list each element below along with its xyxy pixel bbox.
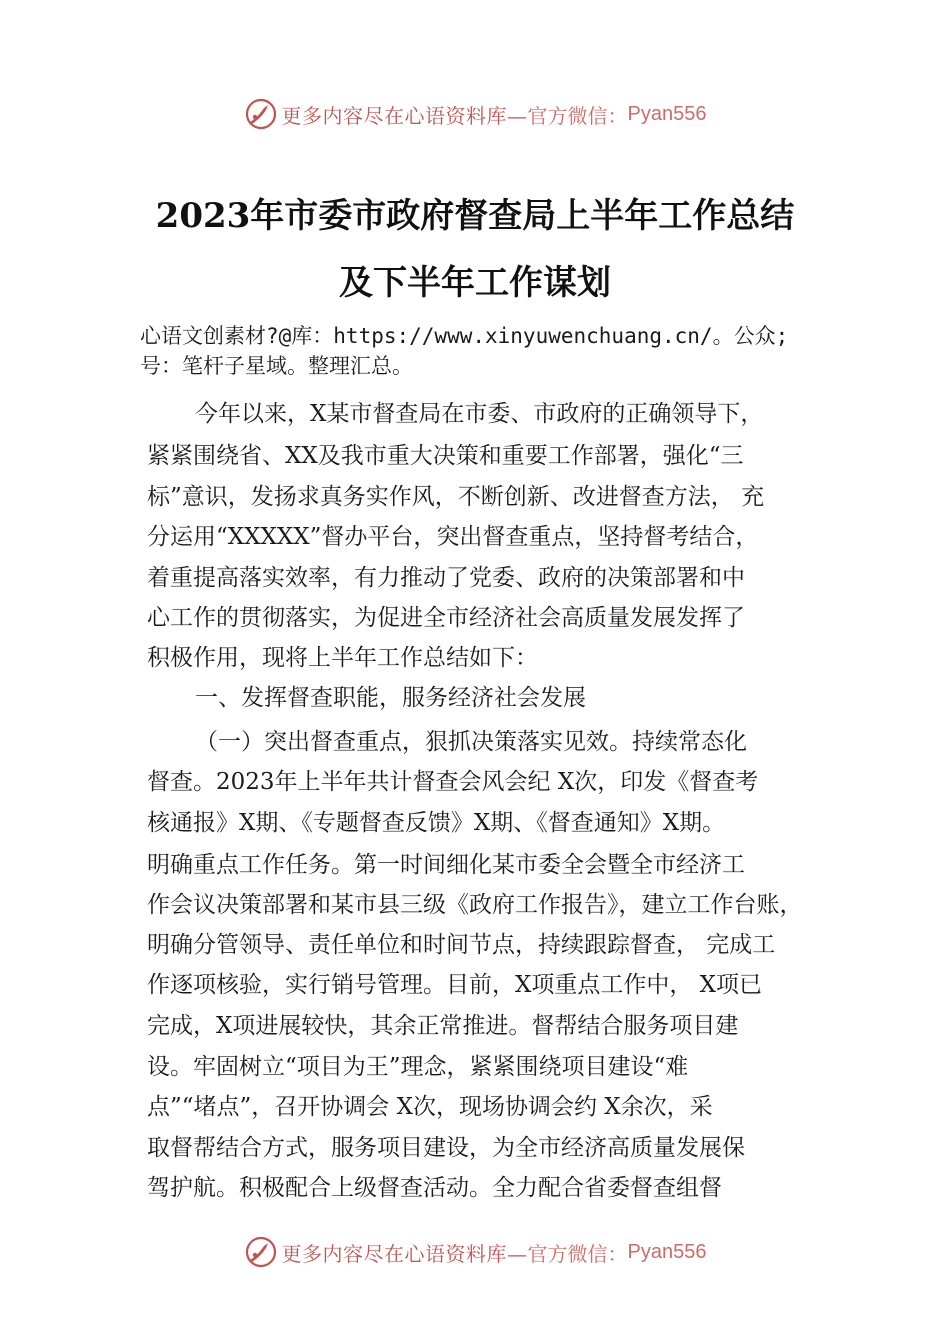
body-line: （一）突出督查重点，狠抓决策落实见效。持续常态化 <box>195 729 747 755</box>
source-note-line2: 号：笔杆子星域。整理汇总。 <box>140 354 413 378</box>
section-heading: 一、发挥督查职能，服务经济社会发展 <box>195 685 586 711</box>
body-line: 设。牢固树立“项目为王”理念，紧紧围绕项目建设“难 <box>147 1054 689 1080</box>
body-line: 分运用“XXXXX”督办平台，突出督查重点，坚持督考结合， <box>147 524 759 550</box>
banner-wechat-id: Pyan556 <box>627 102 707 125</box>
source-note-line1: 心语文创素材?@库：https://www.xinyuwenchuang.cn/。公众; <box>140 324 789 348</box>
body-line: 明确重点工作任务。第一时间细化某市委全会暨全市经济工 <box>147 852 745 878</box>
watermark-banner-top <box>0 94 950 134</box>
body-line: 督查。2023年上半年共计督查会风会纪 X次，印发《督查考 <box>147 769 759 795</box>
banner-text: 更多内容尽在心语资料库— <box>281 103 528 128</box>
banner-wechat-label: 官方微信： <box>527 103 628 128</box>
body-line: 明确分管领导、责任单位和时间节点，持续跟踪督查， 完成工 <box>147 932 776 958</box>
body-line: 作逐项核验，实行销号管理。目前，X项重点工作中， X项已 <box>147 972 763 998</box>
body-line: 驾护航。积极配合上级督查活动。全力配合省委督查组督 <box>147 1175 722 1201</box>
watermark-banner-bottom <box>0 1232 950 1272</box>
banner-text: 更多内容尽在心语资料库— <box>281 1241 528 1266</box>
body-line: 点”“堵点”，召开协调会 X次，现场协调会约 X余次，采 <box>147 1094 713 1120</box>
banner-wechat-label: 官方微信： <box>527 1241 628 1266</box>
document-title-line1: 2023年市委市政府督查局上半年工作总结 <box>155 196 795 236</box>
body-line: 取督帮结合方式，服务项目建设，为全市经济高质量发展保 <box>147 1135 745 1161</box>
body-line: 完成，X项进展较快，其余正常推进。督帮结合服务项目建 <box>147 1013 739 1039</box>
document-title-line2: 及下半年工作谋划 <box>339 263 611 303</box>
body-line: 作会议决策部署和某市县三级《政府工作报告》，建立工作台账， <box>147 892 803 918</box>
body-line: 标”意识，发扬求真务实作风，不断创新、改进督查方法， 充 <box>147 484 765 510</box>
body-line: 积极作用，现将上半年工作总结如下： <box>147 645 538 671</box>
body-line: 今年以来，X某市督查局在市委、市政府的正确领导下， <box>195 401 764 427</box>
source-note <box>140 321 840 381</box>
body-line: 心工作的贯彻落实，为促进全市经济社会高质量发展发挥了 <box>147 605 745 631</box>
body-line: 核通报》X期、《专题督查反馈》X期、《督查通知》X期。 <box>147 810 726 836</box>
body-line: 紧紧围绕省、XX及我市重大决策和重要工作部署，强化“三 <box>147 443 744 469</box>
banner-wechat-id: Pyan556 <box>627 1240 707 1263</box>
body-line: 着重提高落实效率，有力推动了党委、政府的决策部署和中 <box>147 565 745 591</box>
pen-circle-logo-icon <box>244 97 278 131</box>
pen-circle-logo-icon <box>244 1235 278 1269</box>
